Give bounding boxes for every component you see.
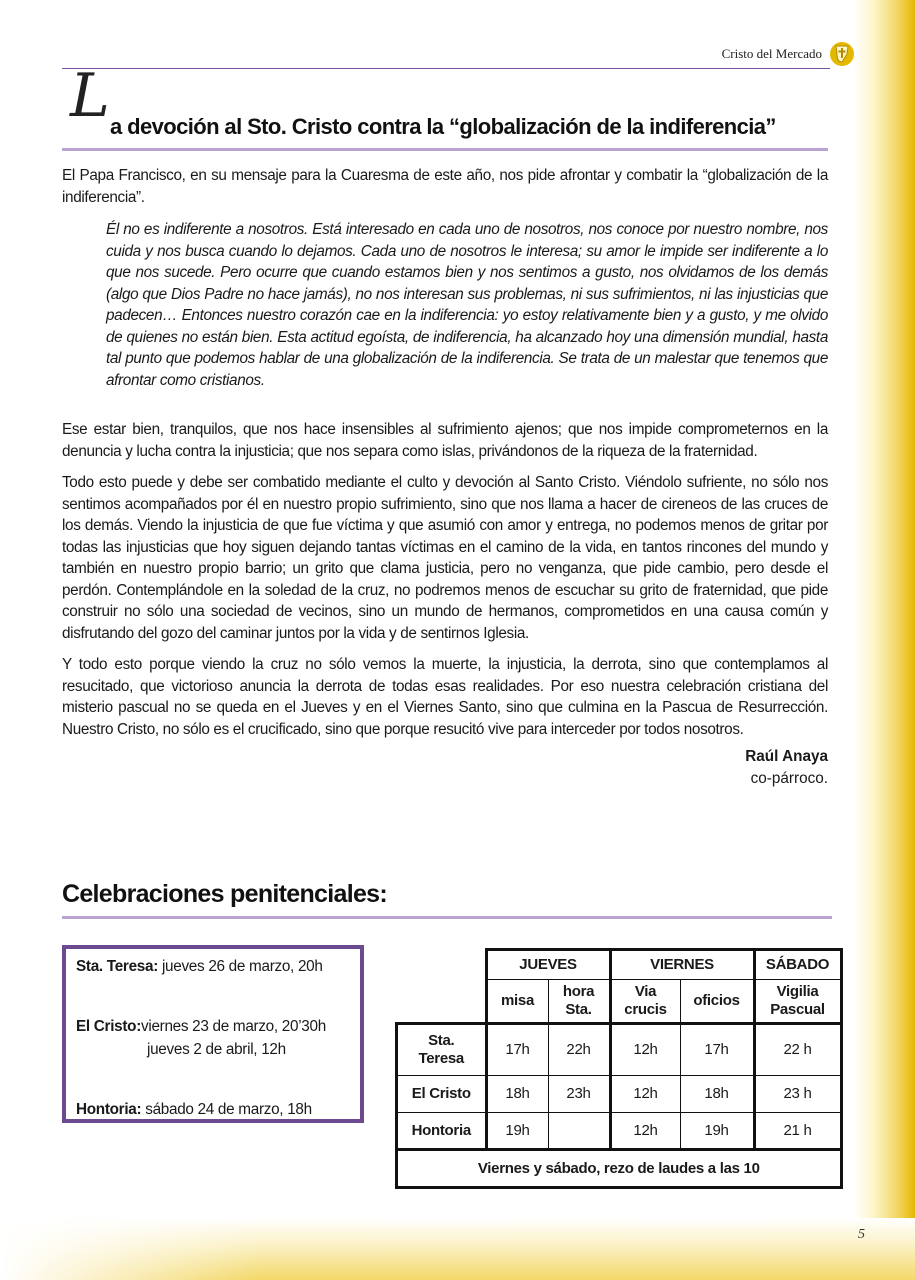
cell: 23h [548,1076,610,1113]
article-title: a devoción al Sto. Cristo contra la “globalización de la indiferencia” [110,114,776,139]
celebration-date: viernes 23 de marzo, 20’30h [141,1018,326,1035]
section-heading [62,876,832,919]
section-title: Celebraciones penitenciales: [62,880,387,908]
cell: 19h [486,1113,548,1150]
celebration-date: jueves 2 de abril, 12h [147,1041,286,1058]
cell: 17h [680,1024,754,1076]
celebration-entry-line2 [147,1041,286,1059]
cell: 12h [610,1024,680,1076]
quote-block: Él no es indiferente a nosotros. Está interesado en cada uno de nosotros, nos conoce por nuestro nombre, nos cuida y nos busca cuando lo dejamos. Cada uno de nosotros le interesa; su amor le impide ser indiferente a lo que nos sucede. Pero ocurre que cuando estamos bien y nos sentimos a gusto, nos olvidamos de los demás (algo que Dios Padre no hace jamás), no nos interesan sus problemas, ni sus sufrimientos, ni las injusticias que padecen… Entonces nuestro corazón cae en la indiferencia: yo estoy relativamente bien y a gusto, y me olvido de quienes no están bien. Esta actitud egoísta, de indiferencia, ha alcanzado hoy una dimensión mundial, hasta tal punto que podemos hablar de una globalización de la indiferencia. Se trata de un malestar que tenemos que afrontar como cristianos. [106,221,828,389]
celebration-place: Sta. Teresa: [76,958,158,975]
paragraph-4: Y todo esto porque viendo la cruz no sólo vemos la muerte, la injusticia, la derrota, sino que contemplamos al resucitado, que victorioso anuncia la derrota de todas esas realidades. Por eso nuestra celebración cristiana del misterio pascual no se queda en el Jueves y en el Viernes Santo, sino que culmina en la Pascua de Resurrección. Nuestro Cristo, no sólo es el crucificado, sino que porque resucitó vive para interceder por todos nosotros. [62,656,828,738]
table-footer-note: Viernes y sábado, rezo de laudes a las 10 [397,1150,842,1188]
celebration-entry [76,958,323,976]
author-role: co-párroco. [750,770,828,787]
paragraph-2: Ese estar bien, tranquilos, que nos hace insensibles al sufrimiento ajenos; que nos impide comprometernos en la denuncia y lucha contra la injusticia; que nos separa como islas, privándonos de la riqueza de la fraternidad. [62,421,828,460]
cell: 18h [680,1076,754,1113]
page-number: 5 [858,1227,865,1242]
article-title-block [62,61,828,151]
header-jueves: JUEVES [486,950,610,980]
paragraph-3: Todo esto puede y debe ser combatido mediante el culto y devoción al Santo Cristo. Viéndolo sufriente, no sólo nos sentimos acompañados por él en nuestro propio sufrimiento, sino que nos llama a hacer de cireneos de las cruces de los demás. Viendo la injusticia de que fue víctima y que asumió con amor y entrega, no podemos menos de gritar por todas las injusticias que hoy siguen dejando tantas víctimas en el camino de la vida, en tantos rincones del mundo y también en nuestro propio barrio; un grito que clama justicia, pero no venganza, que pide cambio, pero desde el perdón. Contemplándole en la soledad de la cruz, no podremos menos de escuchar su grito de fraternidad, que pide construir no sólo una sociedad de vecinos, sino un mundo de hermanos, comprometidos en una causa común y disfrutando del gozo del caminar juntos por la vida y de sentirnos Iglesia. [62,474,828,642]
title-dropcap: L [70,61,110,131]
celebration-place: El Cristo: [76,1018,141,1035]
cell: 21 h [754,1113,841,1150]
cell: 22h [548,1024,610,1076]
cell: 12h [610,1113,680,1150]
cell [548,1113,610,1150]
paragraph-intro: El Papa Francisco, en su mensaje para la Cuaresma de este año, nos pide afrontar y combatir la “globalización de la indiferencia”. [62,167,828,206]
publication-name: Cristo del Mercado [721,46,822,61]
celebration-entry [76,1018,326,1036]
header-viernes: VIERNES [610,950,754,980]
cross-emblem-icon [830,42,854,66]
header-sabado: SÁBADO [754,950,841,980]
celebrations-box [62,945,364,1123]
cell: 18h [486,1076,548,1113]
subheader-via-crucis: Via crucis [610,980,680,1024]
subheader-oficios: oficios [680,980,754,1024]
cell: 12h [610,1076,680,1113]
celebration-date: sábado 24 de marzo, 18h [141,1101,312,1118]
table-row [397,1076,842,1113]
cell: 19h [680,1113,754,1150]
gold-bottom-band [0,1218,915,1280]
running-header [62,40,830,69]
subheader-misa: misa [486,980,548,1024]
table-corner [397,950,487,980]
cell: 22 h [754,1024,841,1076]
subheader-vigilia: Vigilia Pascual [754,980,841,1024]
cell: 23 h [754,1076,841,1113]
row-place: Sta. Teresa [397,1024,487,1076]
article [62,61,828,790]
table-corner [397,980,487,1024]
signature [62,746,828,790]
table-row [397,1113,842,1150]
gold-side-band [853,0,915,1280]
celebration-place: Hontoria: [76,1101,142,1118]
table-row [397,1024,842,1076]
cell: 17h [486,1024,548,1076]
celebration-entry [76,1101,312,1119]
author-name: Raúl Anaya [745,748,828,765]
row-place: El Cristo [397,1076,487,1113]
row-place: Hontoria [397,1113,487,1150]
celebration-date: jueves 26 de marzo, 20h [158,958,323,975]
schedule-table [395,948,843,1189]
subheader-hora-santa: hora Sta. [548,980,610,1024]
